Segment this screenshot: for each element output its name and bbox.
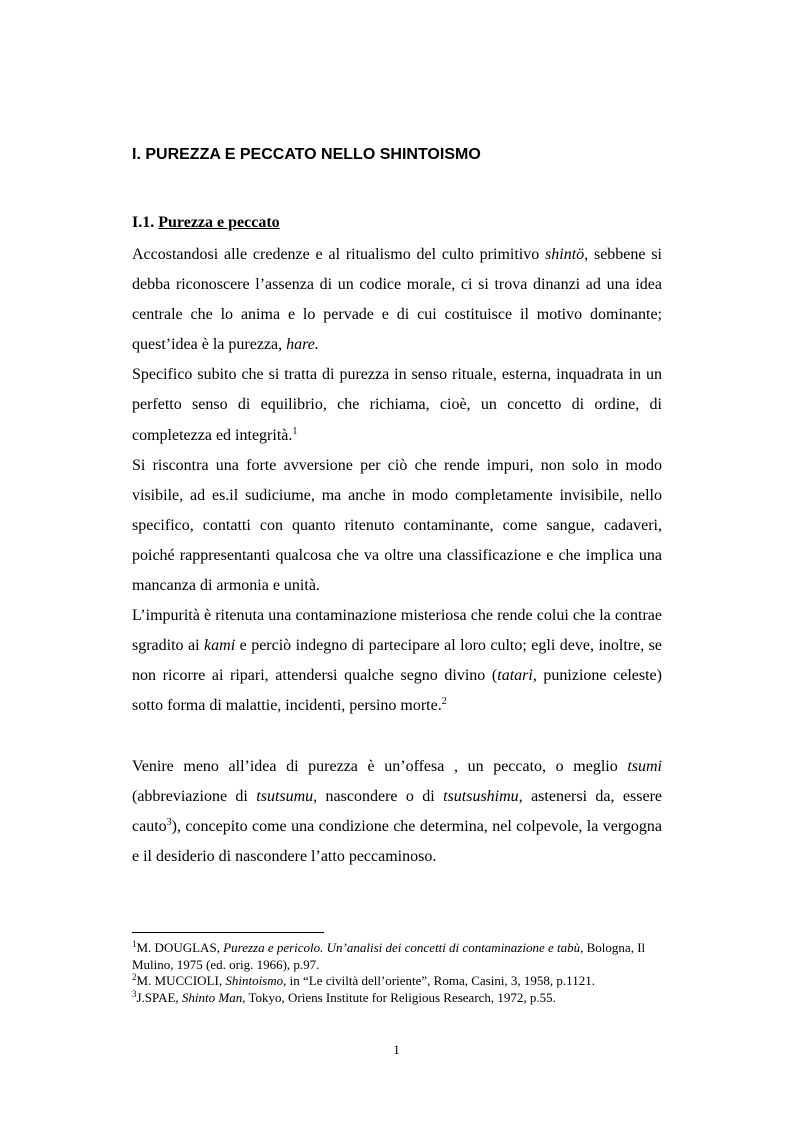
footnotes bbox=[132, 940, 667, 1006]
paragraph-4: L’impurità è ritenuta una contaminazione misteriosa che rende colui che la contrae sgradito ai kami e perciò indegno di partecipare al loro culto; egli deve, inoltre, se non ricorre ai ripari, attendersi qualche segno divino (tatari, punizione celeste) sotto forma di malattie, incidenti, persino morte.$^2$ bbox=[132, 607, 663, 715]
section-title: Purezza e peccato bbox=[158, 214, 280, 231]
page-number: 1 bbox=[393, 1042, 400, 1057]
footnote-1: $^1$M. DOUGLAS, Purezza e pericolo. Un’analisi dei concetti di contaminazione e tabù, Bologna, Il Mulino, 1975 (ed. orig. 1966), p.97. bbox=[132, 939, 646, 972]
footnote-ref: 2 bbox=[441, 696, 447, 708]
paragraph-1: Accostandosi alle credenze e al ritualismo del culto primitivo shintö, sebbene si debba riconoscere l’assenza di un codice morale, ci si trova dinanzi ad una idea centrale che lo anima e lo pervade e di cui costituisce il motivo dominante; quest’idea è la purezza, hare. bbox=[132, 246, 662, 354]
section-heading bbox=[132, 214, 280, 232]
footnote-ref: 3 bbox=[166, 816, 172, 828]
footnote-ref: 1 bbox=[292, 425, 298, 437]
body-text bbox=[132, 240, 662, 872]
chapter-title: I. PUREZZA E PECCATO NELLO SHINTOISMO bbox=[132, 146, 481, 163]
footnote-separator bbox=[132, 932, 324, 933]
footnote-2: $^2$M. MUCCIOLI, Shintoismo, in “Le civiltà dell’oriente”, Roma, Casini, 3, 1958, p.1121. bbox=[132, 972, 595, 988]
footnote-3: $^3$J.SPAE, Shinto Man, Tokyo, Oriens Institute for Religious Research, 1972, p.55. bbox=[132, 988, 556, 1005]
section-number: I.1. bbox=[132, 214, 155, 231]
paragraph-2: Specifico subito che si tratta di purezza in senso rituale, esterna, inquadrata in un perfetto senso di equilibrio, che richiama, cioè, un concetto di ordine, di completezza ed integrità.$^1$ bbox=[132, 366, 662, 444]
paragraph-3: Si riscontra una forte avversione per ciò che rende impuri, non solo in modo visibile, ad es.il sudiciume, ma anche in modo completamente invisibile, nello specifico, contatti con quanto ritenuto contaminante, come sangue, cadaveri, poiché rappresentanti qualcosa che va oltre una classificazione e che implica una mancanza di armonia e unità. bbox=[132, 456, 662, 595]
paragraph-5: Venire meno all’idea di purezza è un’offesa , un peccato, o meglio tsumi (abbreviazione di tsutsumu, nascondere o di tsutsushimu, astenersi da, essere cauto$^3$), concepito come una condizione che determina, nel colpevole, la vergogna e il desiderio di nascondere l’atto peccaminoso. bbox=[132, 757, 662, 865]
